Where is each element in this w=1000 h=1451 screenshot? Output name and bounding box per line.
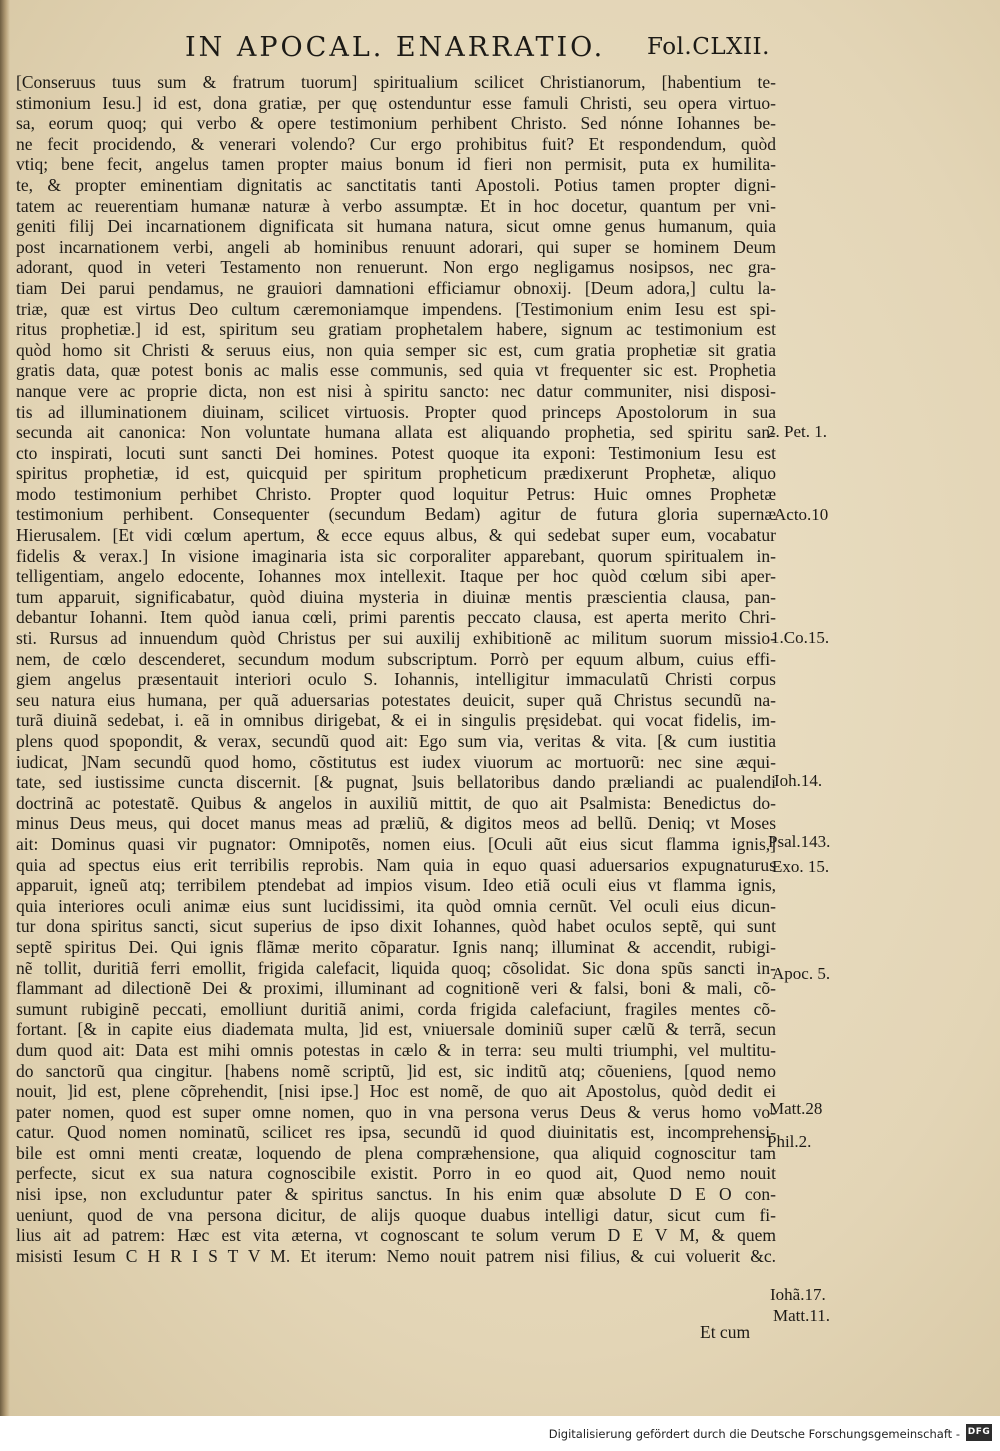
text-line: nẽ tollit, duritiã ferri emollit, frigida calefacit, liquida quoq; cõsolidat. Sic dona spũs sancti in- [16, 957, 776, 978]
text-line: tis ad illuminationem diuinam, scilicet virtuosis. Propter quod princeps Apostolorum in sua [16, 401, 776, 422]
text-line: misisti Iesum C H R I S T V M. Et iterum: Nemo nouit patrem nisi filius, & cui voluerit &c. [16, 1245, 776, 1266]
text-line: telligentiam, angelo edocente, Iohannes mox intellexit. Itaque per hoc quòd cœlum sibi aper- [16, 566, 776, 587]
text-line: secunda ait canonica: Non voluntate humana allata est aliquando prophetia, sed spiritu san- [16, 422, 776, 443]
margin-note-psal: Psal.143. [768, 832, 831, 851]
margin-note-exo: Exo. 15. [772, 857, 830, 876]
text-line: sti. Rursus ad innuendum quòd Christus per sui auxilij exhibitionẽ ac militum suorum missio- [16, 628, 776, 649]
text-line: post incarnationem verbi, angeli ab hominibus renuunt adorari, qui super se hominem Deum [16, 236, 776, 257]
text-line: Hierusalem. [Et vidi cœlum apertum, & ecce equus albus, & qui sedebat super eum, vocabatur [16, 525, 776, 546]
text-line: tatem ac reuerentiam humanæ naturæ à verbo assumptæ. Et in hoc docetur, quantum per vni- [16, 195, 776, 216]
text-line: geniti filij Dei incarnationem dignificata sit humana natura, sicut omne genus humanum, quia [16, 216, 776, 237]
text-line: flammant ad dilectionẽ Dei & proximi, illuminant ad cognitionẽ veri & falsi, boni & mali, cõ- [16, 978, 776, 999]
margin-note-apoc: Apoc. 5. [772, 964, 831, 983]
text-line: seu natura eius humana, per quã aduersarias potestates deuicit, super quã Christus secundũ na- [16, 689, 776, 710]
text-line: tate, sed iustissime cuncta discernit. [& pugnat, ]suis bellatoribus dando præliandi ac pualendi [16, 772, 776, 793]
text-line: turã diuinã sedebat, i. eã in omnibus dirigebat, & ei in singulis pręsidebat. qui vocat fidelis, im- [16, 710, 776, 731]
text-line: nouit, ]id est, plene cõprehendit, [nisi ipse.] Hoc est nomẽ, de quo ait Apostolus, quòd dedit ei [16, 1081, 776, 1102]
text-line: testimonium perhibent. Consequenter (secundum Bedam) agitur de futura gloria supernæ [16, 504, 776, 525]
text-line: catur. Quod nomen nominatũ, scilicet res ipsa, secundũ id quod diuinitatis est, incomprehensi- [16, 1122, 776, 1143]
text-line: sumunt rubiginẽ peccati, emolliunt duritiã animi, corda frigida calefaciunt, fragiles mentes cõ- [16, 998, 776, 1019]
text-line: lius ait ad patrem: Hæc est vita æterna, vt cognoscant te solum verum D E V M, & quem [16, 1225, 776, 1246]
text-line: modo testimonium perhibet Christo. Propter quod loquitur Petrus: Huic omnes Prophetæ [16, 483, 776, 504]
text-line: triæ, quæ est virtus Deo cultum cæremoniamque impendens. [Testimonium enim Iesu est spi- [16, 298, 776, 319]
text-line: nem, de cœlo descenderet, secundum modum subscriptum. Porrò per equum album, cuius effi- [16, 648, 776, 669]
page-header [0, 30, 1000, 70]
text-line: quia interiores oculi animæ eius sunt lucidissimi, ita quòd omnia cernũt. Vel oculi eius dicun- [16, 895, 776, 916]
margin-note-ioh: Ioh.14. [774, 771, 823, 790]
text-line: tur dona spiritus sancti, sicut superius de ipso dixit Iohannes, quòd habet oculos septẽ, qui sunt [16, 916, 776, 937]
text-line: nisi ipse, non excluduntur pater & spiritus sanctus. In his enim quæ absolute D E O con- [16, 1184, 776, 1205]
dfg-logo: DFG [966, 1424, 992, 1441]
text-line: do sanctorũ qua cingitur. [habens nomẽ scriptũ, ]id est, sic inditũ atq; cõueniens, [quod nemo [16, 1060, 776, 1081]
text-line: pater nomen, quod est super omne nomen, quo in vna persona verus Deus & verus homo vo- [16, 1101, 776, 1122]
text-line: vtiq; bene fecit, angelus tamen propter maius bonum id fieri non permisit, puta ex humilita- [16, 154, 776, 175]
text-line: dum quod ait: Data est mihi omnis potestas in cælo & in terra: seu multi triumphi, vel multitu- [16, 1039, 776, 1060]
text-line: nanque vere ac proprie dicta, non est nisi à spiritu sancto: nec datur communiter, nisi disposi- [16, 380, 776, 401]
text-line: ueniunt, quod de vna persona dicitur, de alijs quoque duabus intelligi datur, sicut cum fi- [16, 1204, 776, 1225]
margin-note-phil: Phil.2. [767, 1132, 812, 1151]
margin-note-acto: Acto.10 [774, 505, 829, 524]
text-line: [Conseruus tuus sum & fratrum tuorum] spiritualium scilicet Christianorum, [habentium te- [16, 72, 776, 92]
page-binding-edge [0, 0, 10, 1416]
text-line: gratis data, quæ potest bonis ac malis esse communis, sed quia vt frequenter sic est. Prophetia [16, 360, 776, 381]
text-line: septẽ spiritus Dei. Qui ignis flãmæ merito cõparatur. Ignis nanq; illuminat & accendit, rubigi- [16, 936, 776, 957]
text-line: quòd homo sit Christi & seruus eius, non quia semper sic est, cum gratia prophetiæ sit gratia [16, 339, 776, 360]
text-line: tum apparuit, significabatur, quòd diuina mysteria in diuinæ mentis præscientia clausa, pan- [16, 586, 776, 607]
text-line: spiritus prophetiæ, id est, quicquid per spiritum propheticum prædixerunt Prophetæ, aliquo [16, 463, 776, 484]
text-line: stimonium Iesu.] id est, dona gratiæ, per quę ostenduntur esse famuli Christi, seu opera virtuo- [16, 92, 776, 113]
text-line: quia ad spectus eius erit terribilis reprobis. Nam quia in equo quasi aduersarios expugnaturus [16, 854, 776, 875]
main-text-column [16, 72, 776, 1266]
text-line: minus Deus meus, qui docet manus meas ad præliũ, & digitos meos ad bellũ. Deniq; vt Moses [16, 813, 776, 834]
text-line: perfecte, sicut ex sua natura cognoscibile existit. Porro in eo quod ait, Quod nemo nouit [16, 1163, 776, 1184]
text-line: fortant. [& in capite eius diademata multa, ]id est, vniuersale dominiũ super cælũ & terrã, secun [16, 1019, 776, 1040]
text-line: tiam Dei parui pendamus, ne grauiori damnationi efficiamur obnoxij. [Deum adora,] cultu la- [16, 277, 776, 298]
text-line: ne fecit procidendo, & venerari volendo? Cur ergo prohibitus fuit? Et respondendum, quòd [16, 133, 776, 154]
text-line: plens quod spopondit, & verax, secundũ quod ait: Ego sum via, veritas & vita. [& cum iustitia [16, 731, 776, 751]
text-line: te, & propter eminentiam dignitatis ac sanctitatis tanti Apostoli. Potius tamen propter digni- [16, 174, 776, 195]
margin-note-matt-11: Matt.11. [773, 1306, 830, 1325]
margin-note-ioha: Iohã.17. [770, 1285, 826, 1304]
text-line: ait: Dominus quasi vir pugnator: Omnipotẽs, nomen eius. [Oculi aũt eius sicut flamma ignis,] [16, 833, 776, 854]
text-line: doctrinã ac potestatẽ. Quibus & angelos in auxiliũ mittit, de quo ait Psalmista: Benedictus do- [16, 792, 776, 813]
text-line: iudicat, ]Nam secundũ quod homo, cõstitutus est iudex viuorum ac mortuorũ: nec sine æqui- [16, 751, 776, 772]
text-line: adorant, quod in veteri Testamento non renuerunt. Non ergo negligamus nosipsos, nec gra- [16, 257, 776, 278]
margin-note-2-pet: 2. Pet. 1. [767, 422, 827, 441]
text-line: apparuit, igneũ atq; terribilem ptendebat ad impios visum. Ideo etiã oculi eius vt flamma ignis, [16, 875, 776, 896]
text-line: ritus prophetiæ.] id est, spiritum seu gratiam prophetalem habere, signum ac testimonium est [16, 319, 776, 340]
funding-notice: Digitalisierung gefördert durch die Deutsche Forschungsgemeinschaft - [548, 1427, 960, 1441]
digitization-footer [0, 1416, 1000, 1451]
text-line: giem angelus præsentauit interiori oculo S. Iohannis, intelligitur immaculatũ Christi corpus [16, 669, 776, 690]
text-line: fidelis & verax.] In visione imaginaria ista sic corporaliter apparebant, quorum spiritualem in- [16, 545, 776, 566]
folio-number: Fol.CLXII. [647, 34, 770, 60]
catchword: Et cum [700, 1322, 751, 1342]
margin-note-matt-28: Matt.28 [769, 1099, 823, 1118]
text-line: sa, eorum quoq; qui verbo & opere testimonium perhibent Christo. Sed nónne Iohannes be- [16, 113, 776, 134]
text-line: bile est omni menti creatæ, loquendo de plena compræhensione, qua aliquid cognoscitur tam [16, 1142, 776, 1163]
margin-note-1-co: 1.Co.15. [771, 628, 830, 647]
running-title: IN APOCAL. ENARRATIO. [185, 32, 606, 63]
text-line: debantur Iohanni. Item quòd ianua cœli, primi parentis peccato clausa, est aperta merito Chri- [16, 607, 776, 628]
text-line: cto inspirati, locuti sunt sancti Dei homines. Potest quoque ita exponi: Testimonium Iesu est [16, 442, 776, 463]
